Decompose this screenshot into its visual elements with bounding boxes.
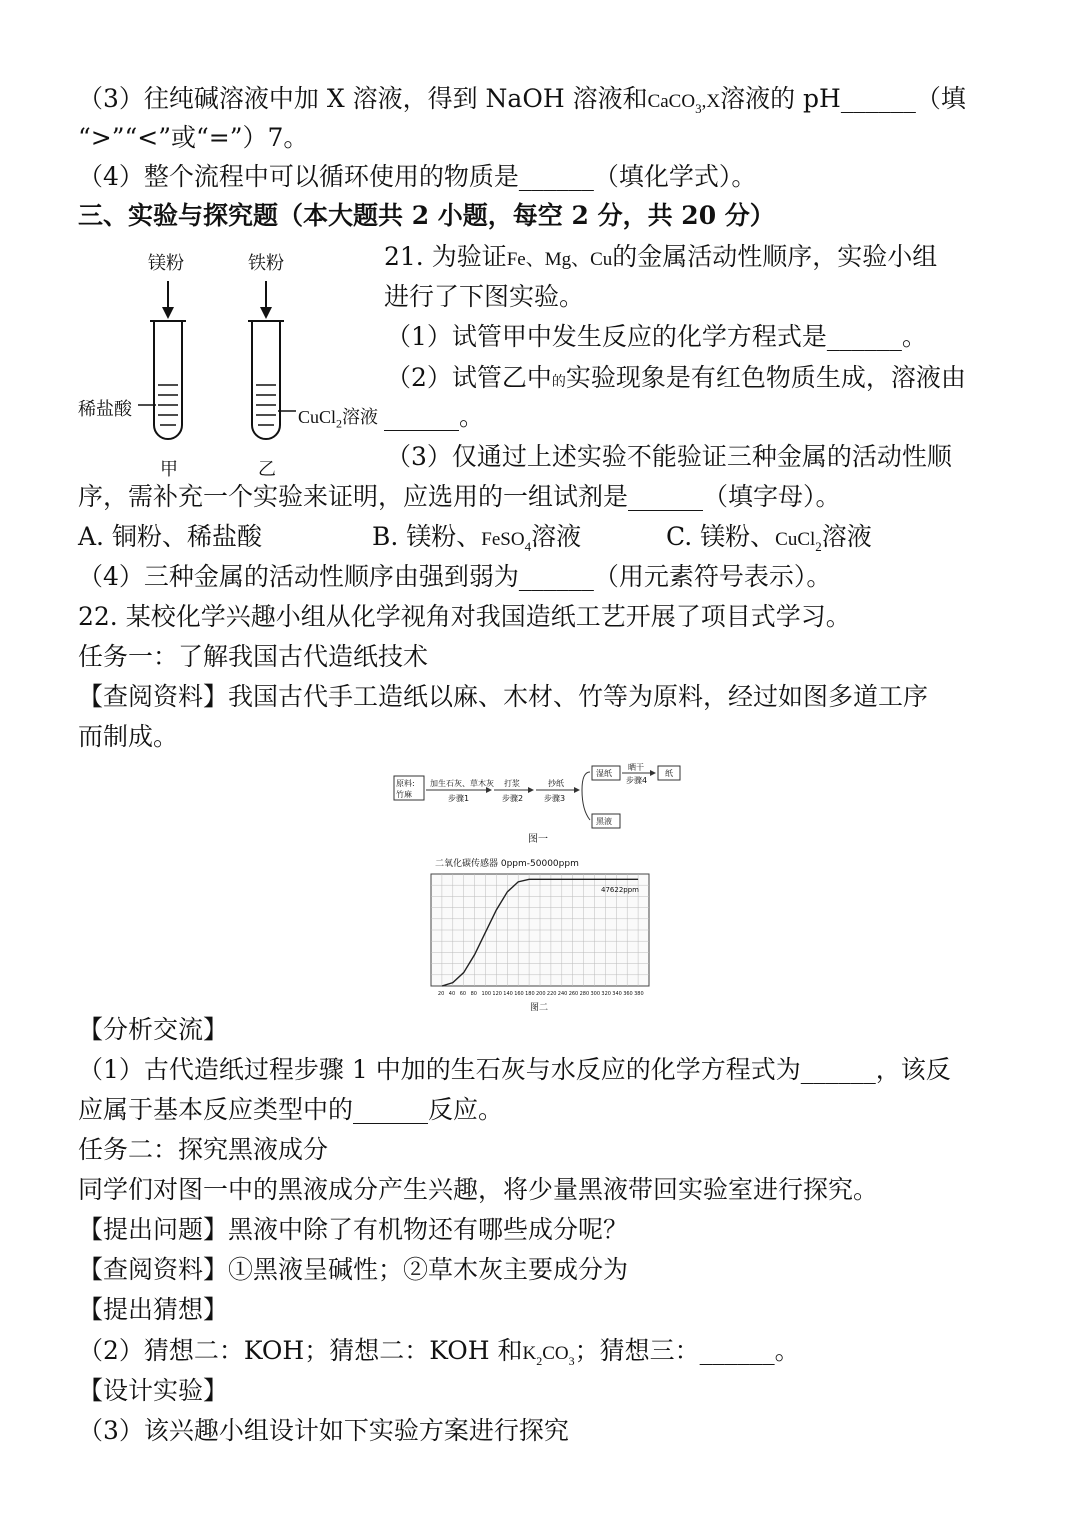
- x-tick-label: 140: [503, 991, 513, 997]
- x-tick-label: 40: [448, 991, 456, 997]
- x-tick-label: 360: [623, 991, 633, 997]
- flow-raw-2: 竹麻: [396, 790, 412, 799]
- flow-step3-top: 抄纸: [548, 779, 564, 788]
- analysis-part1-line2: 应属于基本反应类型中的______反应。: [78, 1095, 504, 1124]
- flow-step1-top: 加生石灰、草木灰: [430, 779, 494, 788]
- q20-part4: （4）整个流程中可以循环使用的物质是______（填化学式）。: [78, 162, 757, 191]
- figure-2-chart: [425, 856, 657, 1014]
- x-tick-label: 260: [568, 991, 579, 997]
- chart-annotation: 47622ppm: [601, 886, 639, 894]
- flow-raw-1: 原料:: [396, 779, 415, 788]
- q21-part3-line1: （3）仅通过上述实验不能验证三种金属的活动性顺: [386, 442, 952, 471]
- flow-black-liquor: 黑液: [596, 817, 612, 826]
- tube-a: [154, 321, 182, 439]
- q22-intro: 22. 某校化学兴趣小组从化学视角对我国造纸工艺开展了项目式学习。: [78, 602, 851, 631]
- tube-b-label: 乙: [258, 459, 276, 480]
- x-tick-label: 320: [601, 991, 611, 997]
- x-tick-label: 100: [481, 991, 492, 997]
- x-tick-label: 380: [634, 991, 644, 997]
- tube-a-label: 甲: [160, 459, 178, 480]
- figure-1-flow: [390, 762, 700, 844]
- task2-text: 同学们对图一中的黑液成分产生兴趣，将少量黑液带回实验室进行探究。: [78, 1175, 879, 1204]
- x-tick-label: 300: [590, 991, 601, 997]
- x-tick-label: 80: [470, 991, 477, 997]
- q21-part3-line2: 序，需补充一个实验来证明，应选用的一组试剂是______（填字母）。: [78, 482, 841, 511]
- analysis-part1-line1: （1）古代造纸过程步骤 1 中加的生石灰与水反应的化学方程式为______，该反: [78, 1055, 951, 1084]
- flow-step4-top: 晒干: [628, 763, 644, 772]
- arrow-mg-head: [162, 307, 174, 319]
- dilute-hcl-label: 稀盐酸: [78, 399, 132, 420]
- q21-part2-cont: ______。: [384, 402, 485, 431]
- arrow-fe-head: [260, 307, 272, 319]
- question-line: 【提出问题】黑液中除了有机物还有哪些成分呢？: [78, 1215, 629, 1244]
- q21-option-a: A. 铜粉、稀盐酸: [78, 522, 262, 551]
- tube-b: [252, 321, 280, 439]
- x-tick-label: 280: [579, 991, 590, 997]
- q21-option-c: C. 镁粉、CuCl$_2$溶液: [666, 522, 872, 554]
- q21-option-b: B. 镁粉、FeSO$_4$溶液: [372, 522, 582, 554]
- flow-step1-bot: 步骤1: [448, 794, 470, 803]
- flow-step2-bot: 步骤2: [502, 794, 524, 803]
- flow-step2-top: 打浆: [504, 779, 520, 788]
- q21-part2: （2）试管乙中的实验现象是有红色物质生成，溶液由: [386, 363, 966, 392]
- chart-title: 二氧化碳传感器 0ppm-50000ppm: [435, 859, 579, 869]
- task2-heading: 任务二：探究黑液成分: [78, 1135, 329, 1164]
- reference2-line: 【查阅资料】①黑液呈碱性；②草木灰主要成分为: [78, 1255, 629, 1284]
- test-tubes-diagram: [78, 245, 388, 480]
- x-tick-label: 160: [514, 991, 524, 997]
- q21-figure: [78, 245, 388, 480]
- x-tick-label: 240: [557, 991, 568, 997]
- x-tick-label: 340: [612, 991, 622, 997]
- cucl2-solution-label: CuCl$_2$溶液: [298, 407, 379, 431]
- x-tick-label: 180: [525, 991, 535, 997]
- co2-chart-svg: [425, 870, 657, 1002]
- x-tick-label: 60: [459, 991, 467, 997]
- q20-part3-line1: （3）往纯碱溶液中加 X 溶液，得到 NaOH 溶液和CaCO$_3$,X溶液的 pH______（填: [78, 84, 966, 116]
- x-tick-label: 120: [492, 991, 502, 997]
- x-tick-label: 200: [536, 991, 546, 997]
- x-tick-label: 20: [437, 991, 445, 997]
- flow-step4-bot: 步骤4: [626, 776, 648, 785]
- flow-paper: 纸: [665, 769, 673, 778]
- q22-reference-line2: 而制成。: [78, 722, 179, 751]
- guess-heading: 【提出猜想】: [78, 1295, 229, 1324]
- q21-line2: 进行了下图实验。: [384, 282, 585, 311]
- section-3-heading: 三、实验与探究题（本大题共 2 小题，每空 2 分，共 20 分）: [78, 201, 775, 230]
- flow-step3-bot: 步骤3: [544, 794, 566, 803]
- design-part3: （3）该兴趣小组设计如下实验方案进行探究: [78, 1416, 569, 1445]
- figure-2-caption: 图二: [530, 1003, 549, 1013]
- figure-1-caption: 图一: [528, 834, 548, 845]
- analysis-heading: 【分析交流】: [78, 1015, 229, 1044]
- q22-reference-line1: 【查阅资料】我国古代手工造纸以麻、木材、竹等为原料，经过如图多道工序: [78, 682, 929, 711]
- q21-part4: （4）三种金属的活动性顺序由强到弱为______（用元素符号表示）。: [78, 562, 832, 591]
- flow-wet-paper: 湿纸: [596, 769, 612, 778]
- design-heading: 【设计实验】: [78, 1376, 229, 1405]
- x-tick-label: 220: [546, 991, 557, 997]
- guess-line: （2）猜想二：KOH；猜想二：KOH 和$K_2CO_3$；猜想三：______。: [78, 1336, 800, 1368]
- mg-powder-label: 镁粉: [148, 253, 184, 274]
- q21-part1: （1）试管甲中发生反应的化学方程式是______。: [386, 322, 927, 351]
- q22-task1: 任务一：了解我国古代造纸技术: [78, 642, 429, 671]
- fe-powder-label: 铁粉: [248, 253, 284, 274]
- q21-line1: 21. 为验证Fe、Mg、Cu的金属活动性顺序，实验小组: [384, 242, 938, 271]
- q20-part3-line2: “>”“<”或“=”）7。: [78, 123, 309, 152]
